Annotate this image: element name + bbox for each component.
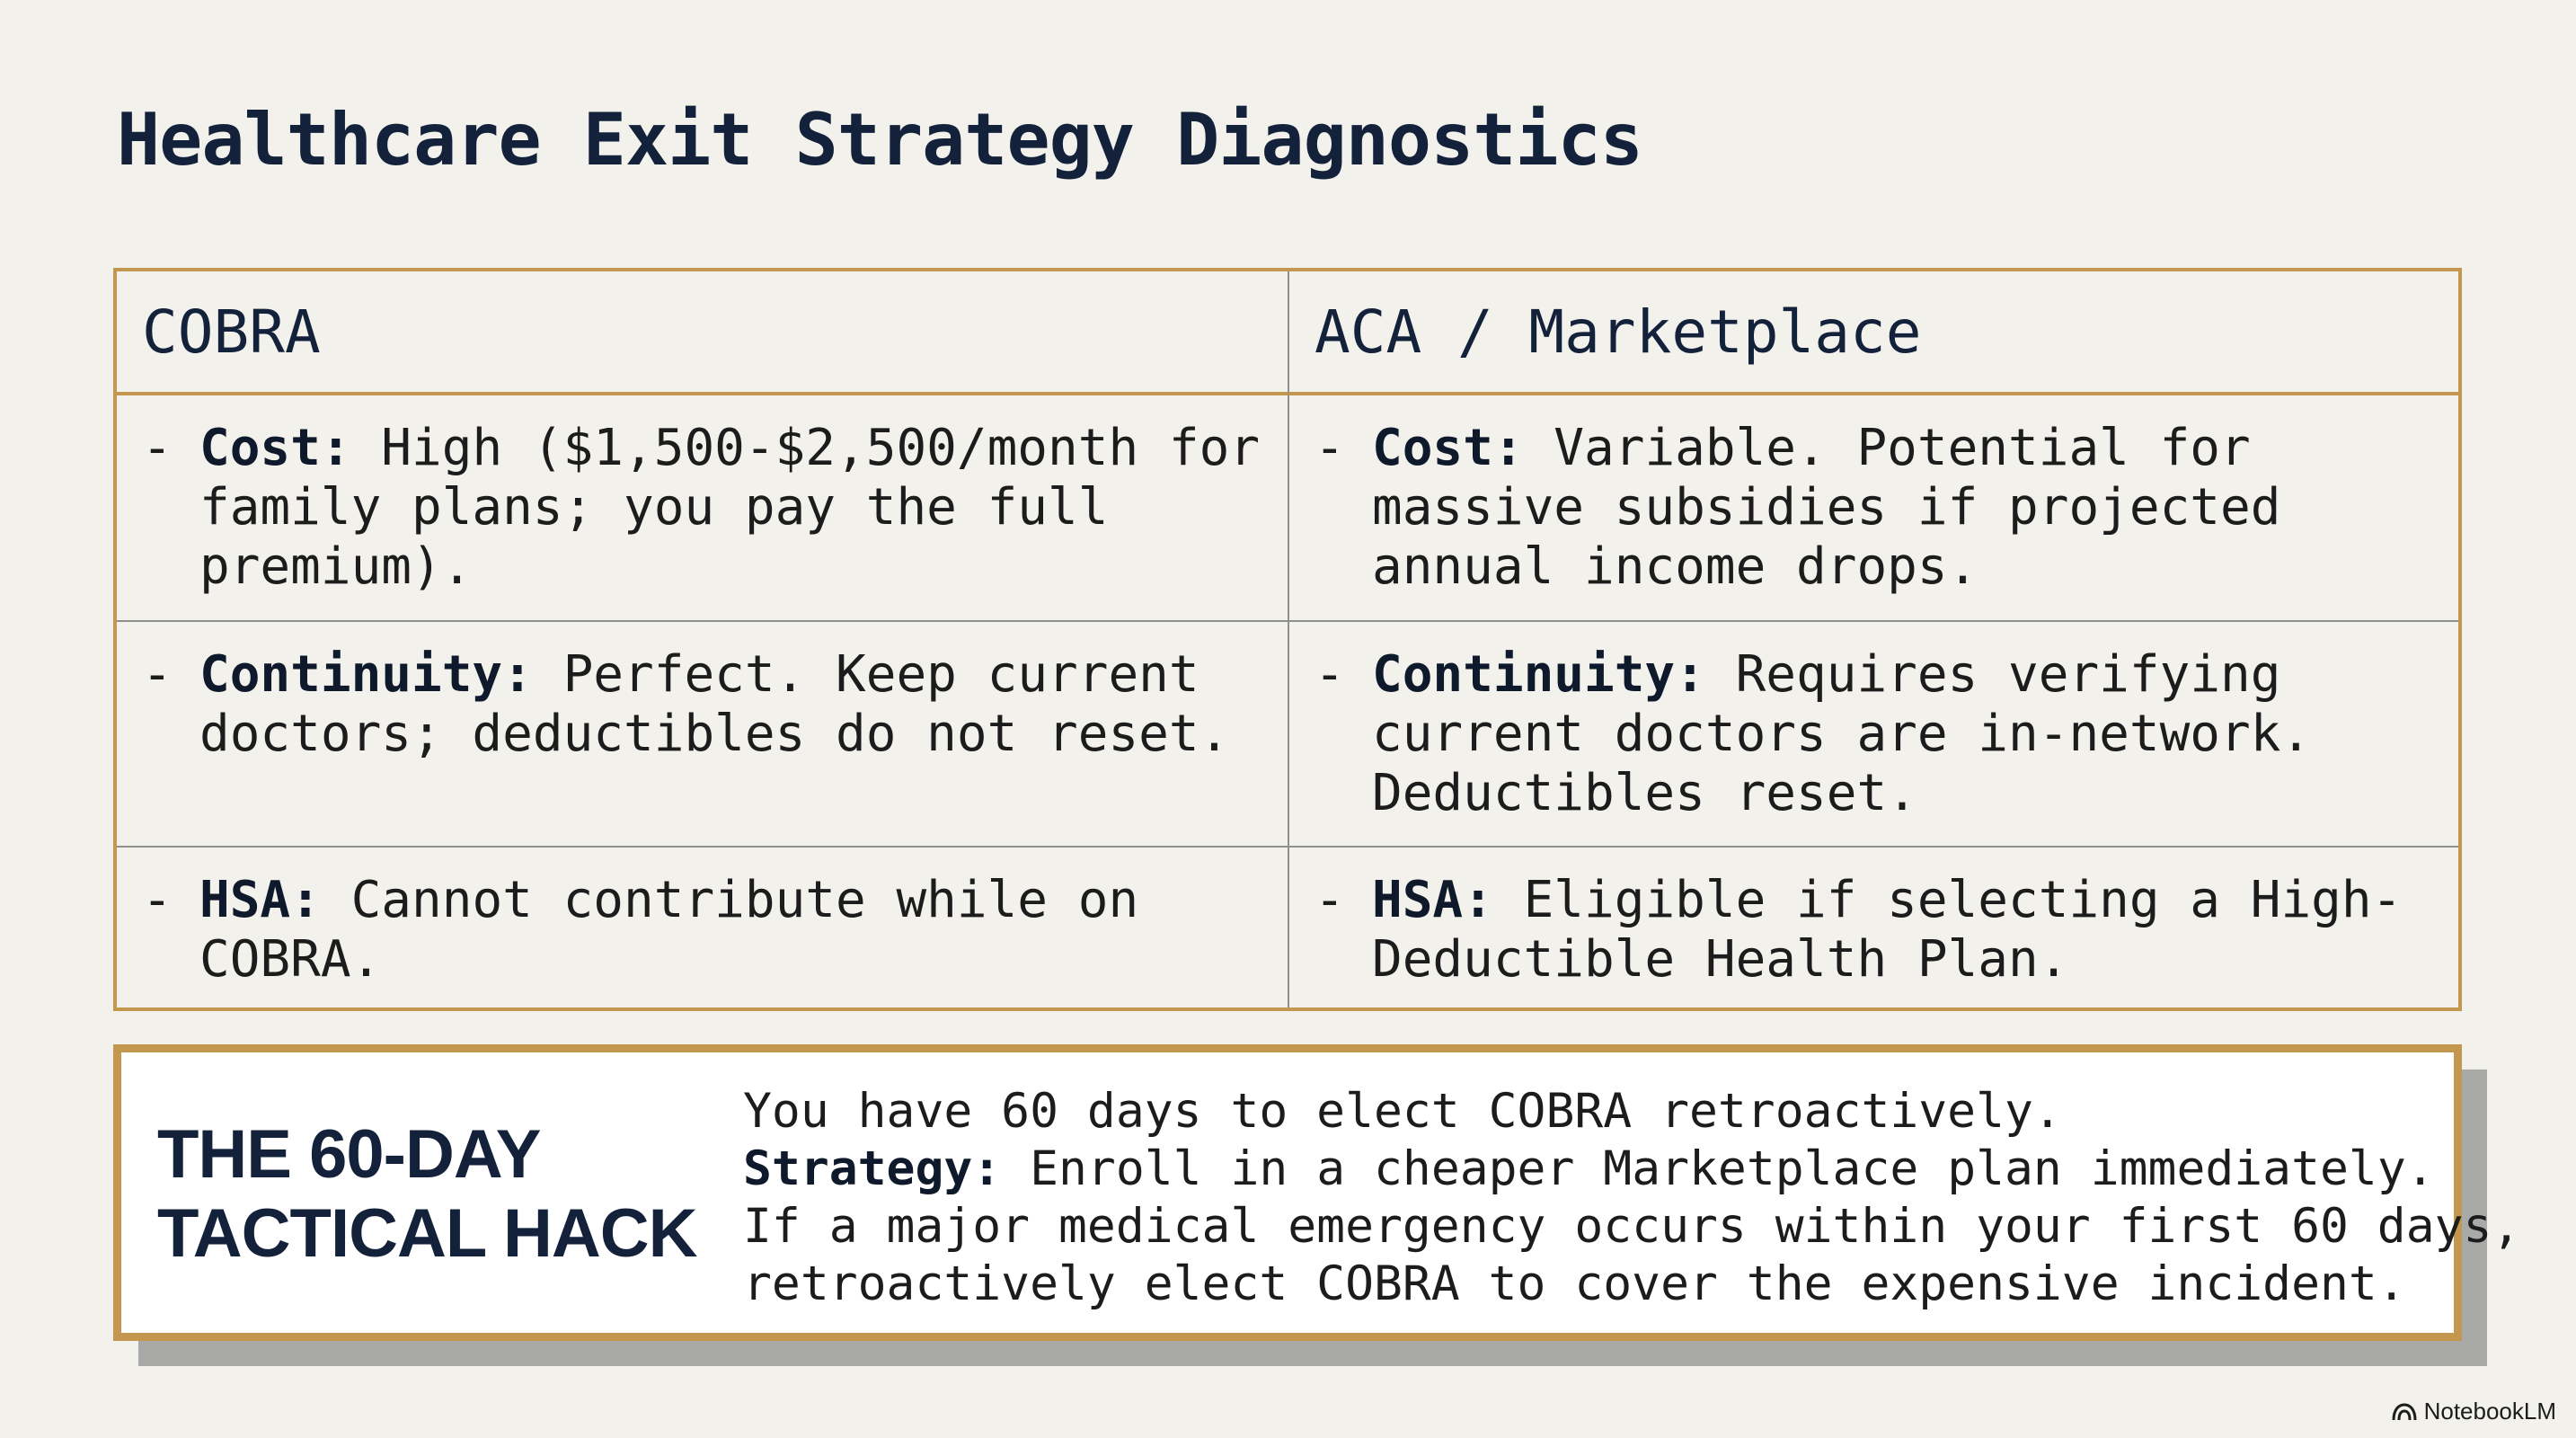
column-header-aca: [1289, 271, 2458, 395]
notebooklm-logo-icon: [2392, 1402, 2417, 1422]
bullet-dash: -: [142, 871, 173, 929]
item-text: Variable. Potential for massive subsidies if projected annual income drops.: [1372, 419, 2281, 596]
list-item: [142, 848, 1266, 990]
cobra-hsa-cell: [117, 848, 1289, 1007]
bullet-dash: -: [142, 645, 173, 704]
cobra-cost-cell: [117, 395, 1289, 622]
strategy-key: Strategy:: [743, 1141, 1002, 1196]
brand-label: NotebookLM: [2423, 1398, 2556, 1425]
tactical-hack-callout: [113, 1044, 2521, 1341]
list-item: [142, 395, 1266, 597]
item-text: Requires verifying current doctors are in-network. Deductibles reset.: [1372, 645, 2312, 822]
comparison-table: [113, 268, 2462, 1011]
column-header-label: ACA / Marketplace: [1315, 297, 1922, 367]
callout-title: THE 60-DAY TACTICAL HACK: [157, 1116, 697, 1272]
list-item: [1315, 848, 2437, 990]
callout-line: If a major medical emergency occurs within your first 60 days,: [743, 1199, 2521, 1254]
item-key: Cost:: [199, 419, 351, 477]
item-key: HSA:: [199, 871, 321, 929]
column-header-label: COBRA: [142, 297, 321, 367]
column-header-cobra: [117, 271, 1289, 395]
list-item: [1315, 395, 2437, 597]
bullet-dash: -: [1315, 645, 1345, 704]
callout-body: [743, 1083, 2521, 1313]
item-text: Cannot contribute while on COBRA.: [199, 871, 1139, 989]
item-key: Continuity:: [1372, 645, 1705, 704]
aca-cost-cell: [1289, 395, 2458, 622]
bullet-dash: -: [1315, 419, 1345, 477]
callout-line: retroactively elect COBRA to cover the expensive incident.: [743, 1256, 2406, 1311]
aca-hsa-cell: [1289, 848, 2458, 1007]
cobra-continuity-cell: [117, 622, 1289, 848]
bullet-dash: -: [142, 419, 173, 477]
item-text: High ($1,500-$2,500/month for family plans; you pay the full premium).: [199, 419, 1261, 596]
callout-strategy-line: [743, 1141, 2436, 1198]
list-item: [142, 622, 1266, 764]
item-text: Eligible if selecting a High-Deductible Health Plan.: [1372, 871, 2403, 989]
item-text: Perfect. Keep current doctors; deductibles do not reset.: [199, 645, 1230, 763]
page-title: Healthcare Exit Strategy Diagnostics: [117, 98, 1642, 182]
callout-line: You have 60 days to elect COBRA retroactively.: [743, 1084, 2062, 1139]
item-key: Continuity:: [199, 645, 533, 704]
list-item: [1315, 622, 2437, 823]
aca-continuity-cell: [1289, 622, 2458, 848]
item-key: Cost:: [1372, 419, 1524, 477]
bullet-dash: -: [1315, 871, 1345, 929]
strategy-text: Enroll in a cheaper Marketplace plan immediately.: [1030, 1141, 2435, 1196]
item-key: HSA:: [1372, 871, 1493, 929]
brand-watermark: [2392, 1398, 2556, 1425]
